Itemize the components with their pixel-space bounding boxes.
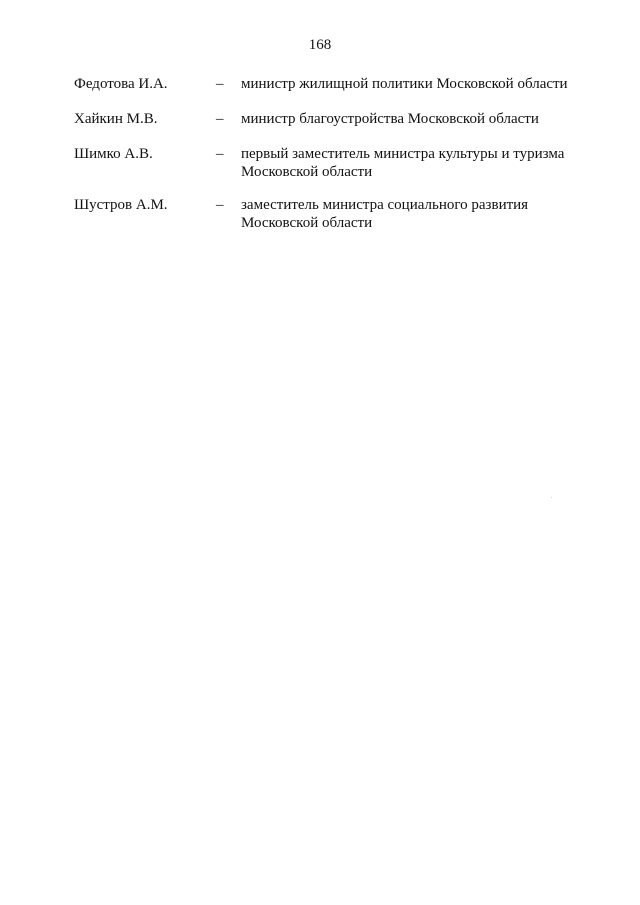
position-line: министр жилищной политики Московской области [241, 76, 568, 92]
person-position [241, 145, 591, 181]
person-position [241, 75, 591, 93]
person-position [241, 110, 591, 128]
person-name: Федотова И.А. [74, 76, 168, 92]
separator-dash: – [216, 197, 224, 213]
position-line: министр благоустройства Московской области [241, 111, 539, 127]
person-name: Шимко А.В. [74, 146, 153, 162]
page-number: 168 [308, 37, 332, 53]
separator-dash: – [216, 76, 224, 92]
position-line: Московской области [241, 215, 373, 231]
separator-dash: – [216, 111, 224, 127]
scan-speck [551, 497, 552, 498]
separator-dash: – [216, 146, 224, 162]
position-line: заместитель министра социального развития [241, 197, 529, 213]
position-line: Московской области [241, 164, 373, 180]
person-name: Хайкин М.В. [74, 111, 158, 127]
position-line: первый заместитель министра культуры и туризма [241, 146, 565, 162]
person-position [241, 196, 591, 232]
person-name: Шустров А.М. [74, 197, 168, 213]
